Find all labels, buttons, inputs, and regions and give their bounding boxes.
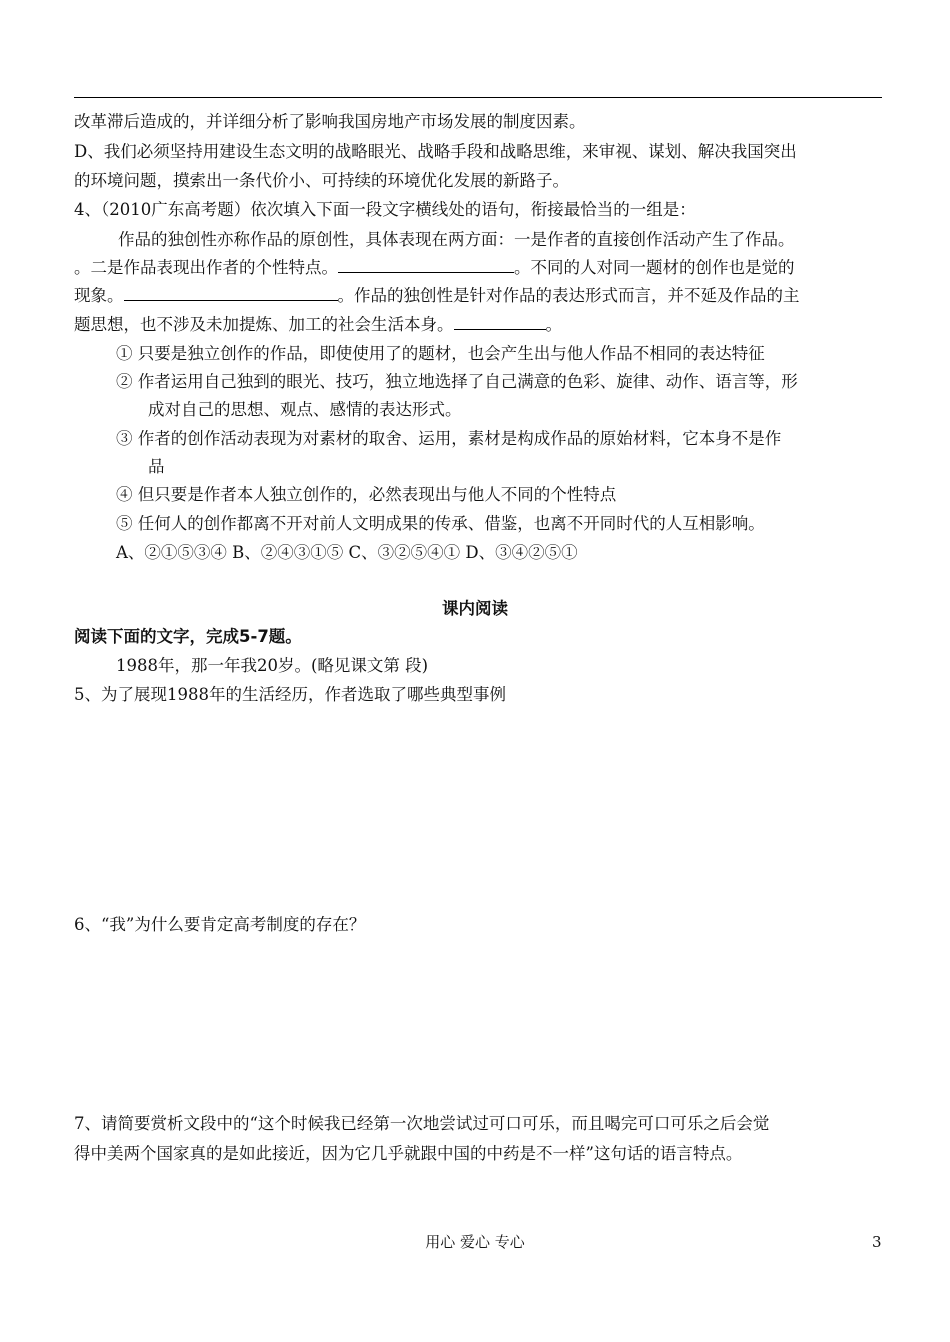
- answer-blank-2[interactable]: [124, 284, 338, 301]
- question-7-line1: 7、请简要赏析文段中的“这个时候我已经第一次地尝试过可口可乐，而且喝完可口可乐之后会觉: [74, 1114, 770, 1133]
- q4-answer-choices: A、②①⑤③④ B、②④③①⑤ C、③②⑤④① D、③④②⑤①: [116, 543, 578, 562]
- header-rule: [74, 97, 882, 98]
- q4-item-2: ② 作者运用自己独到的眼光、技巧，独立地选择了自己满意的色彩、旋律、动作、语言等，形: [116, 372, 798, 391]
- reading-instruction: 阅读下面的文字，完成5-7题。: [74, 627, 302, 646]
- answer-blank-3[interactable]: [454, 313, 546, 330]
- q4-passage-line2: [74, 256, 795, 280]
- q4-passage-line3-b: 。作品的独创性是针对作品的表达形式而言，并不延及作品的主: [337, 286, 800, 305]
- question-7-line2: 得中美两个国家真的是如此接近，因为它几乎就跟中国的中药是不一样”这句话的语言特点。: [74, 1144, 743, 1163]
- page-number: 3: [872, 1233, 882, 1251]
- q4-passage-line3-a: 现象。: [74, 286, 124, 305]
- q4-item-4: ④ 但只要是作者本人独立创作的，必然表现出与他人不同的个性特点: [116, 485, 617, 504]
- question-5: 5、为了展现1988年的生活经历，作者选取了哪些典型事例: [74, 685, 506, 704]
- q4-item-3: ③ 作者的创作活动表现为对素材的取舍、运用，素材是构成作品的原始材料，它本身不是作: [116, 429, 782, 448]
- q4-passage-line2-a: 。二是作品表现出作者的个性特点。: [74, 258, 338, 277]
- q4-item-3-continued: 品: [148, 457, 165, 476]
- q4-item-5: ⑤ 任何人的创作都离不开对前人文明成果的传承、借鉴，也离不开同时代的人互相影响。: [116, 514, 765, 533]
- footer-motto: 用心 爱心 专心: [425, 1233, 525, 1251]
- question-4-prompt: 4、（2010广东高考题）依次填入下面一段文字横线处的语句，衔接最恰当的一组是：: [74, 200, 696, 219]
- q4-passage-line2-b: 。不同的人对同一题材的创作也是觉的: [514, 258, 795, 277]
- q4-passage-line4: [74, 313, 562, 337]
- q4-passage-line4-a: 题思想，也不涉及未加提炼、加工的社会生活本身。: [74, 315, 454, 334]
- option-d-line2: 的环境问题，摸索出一条代价小、可持续的环境优化发展的新路子。: [74, 171, 569, 190]
- q4-passage-line3: [74, 284, 800, 308]
- answer-blank-1[interactable]: [338, 256, 514, 273]
- continuation-text: 改革滞后造成的，并详细分析了影响我国房地产市场发展的制度因素。: [74, 112, 586, 131]
- q4-passage-line4-b: 。: [545, 315, 562, 334]
- section-title: 课内阅读: [442, 599, 508, 618]
- option-d-line1: D、我们必须坚持用建设生态文明的战略眼光、战略手段和战略思维，来审视、谋划、解决我国突出: [74, 142, 797, 161]
- q4-item-2-continued: 成对自己的思想、观点、感情的表达形式。: [148, 400, 462, 419]
- q4-item-1: ① 只要是独立创作的作品，即使使用了的题材，也会产生出与他人作品不相同的表达特征: [116, 344, 765, 363]
- excerpt-reference: 1988年，那一年我20岁。(略见课文第 段): [116, 656, 429, 675]
- q4-passage-line1: 作品的独创性亦称作品的原创性，具体表现在两方面：一是作者的直接创作活动产生了作品。: [118, 230, 795, 249]
- question-6: 6、“我”为什么要肯定高考制度的存在？: [74, 915, 366, 934]
